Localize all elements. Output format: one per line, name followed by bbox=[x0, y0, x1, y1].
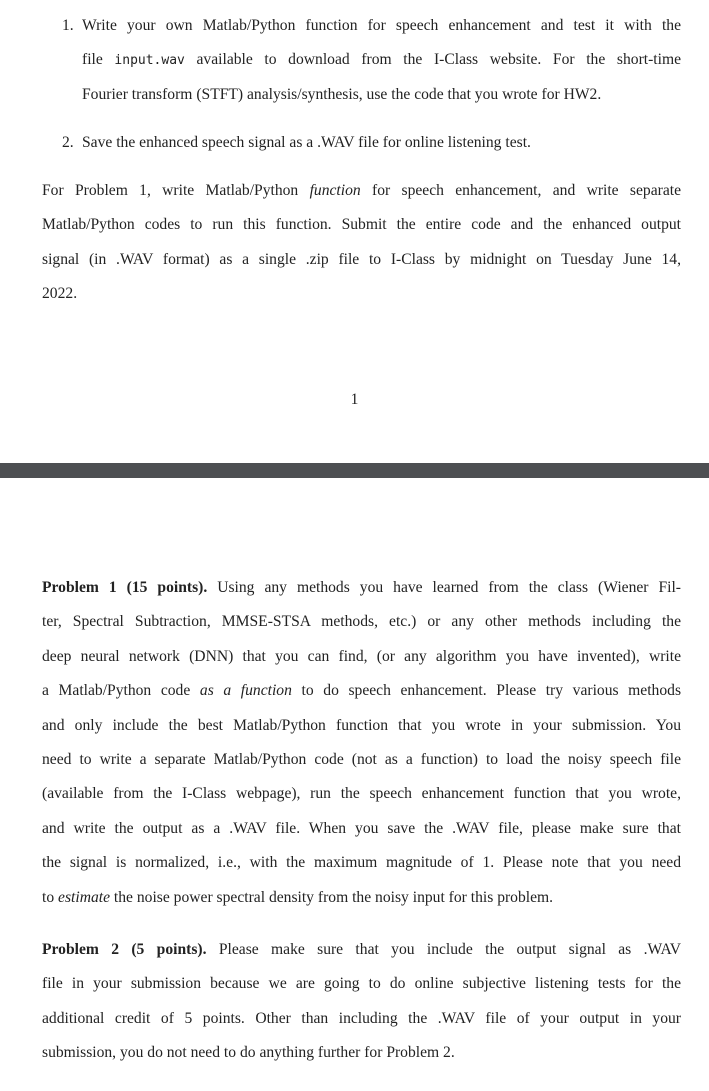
list-item-body bbox=[82, 9, 681, 112]
text-line bbox=[42, 174, 681, 208]
text-line: deep neural network (DNN) that you can find, (or any algorithm you have invented), write bbox=[42, 647, 681, 665]
instructions-paragraph bbox=[42, 174, 681, 312]
page-number: 1 bbox=[350, 391, 359, 408]
problem-1-paragraph bbox=[42, 571, 681, 915]
text-line: need to write a separate Matlab/Python code (not as a function) to load the noisy speech file bbox=[42, 750, 681, 768]
page-separator bbox=[0, 463, 709, 478]
text-fragment: a Matlab/Python code bbox=[42, 682, 191, 700]
problem-heading: Problem 1 (15 points). bbox=[42, 579, 208, 596]
text-line: 2022. bbox=[42, 285, 78, 303]
problem-2-paragraph bbox=[42, 933, 681, 1071]
text-fragment: the noise power spectral density from the noisy input for this problem. bbox=[113, 888, 554, 906]
document-page-2 bbox=[0, 478, 709, 1091]
text-line bbox=[42, 933, 681, 967]
text-line bbox=[42, 881, 681, 915]
text-line: the signal is normalized, i.e., with the maximum magnitude of 1. Please note that you need bbox=[42, 854, 681, 872]
text-fragment: Using any methods you have learned from the class (Wiener Fil- bbox=[217, 579, 681, 596]
text-line: submission, you do not need to do anything further for Problem 2. bbox=[42, 1044, 455, 1062]
filename-code: input.wav bbox=[114, 53, 185, 69]
text-line: file in your submission because we are going to do online subjective listening tests for the bbox=[42, 975, 681, 993]
text-line: Matlab/Python codes to run this function. Submit the entire code and the enhanced output bbox=[42, 216, 681, 234]
text-line: Save the enhanced speech signal as a .WAV file for online listening test. bbox=[82, 134, 531, 151]
text-line: additional credit of 5 points. Other than including the .WAV file of your output in your bbox=[42, 1009, 681, 1027]
document-page-1 bbox=[0, 0, 709, 463]
text-line: signal (in .WAV format) as a single .zip file to I-Class by midnight on Tuesday June 14, bbox=[42, 250, 681, 268]
text-fragment: For Problem 1, write Matlab/Python bbox=[42, 182, 299, 199]
text-line: Fourier transform (STFT) analysis/synthesis, use the code that you wrote for HW2. bbox=[82, 85, 602, 103]
text-fragment: for speech enhancement, and write separate bbox=[372, 182, 682, 199]
text-line: and write the output as a .WAV file. When you save the .WAV file, please make sure that bbox=[42, 819, 681, 837]
list-number: 1. bbox=[62, 17, 74, 34]
text-fragment: to do speech enhancement. Please try various methods bbox=[301, 682, 682, 700]
text-line: (available from the I-Class webpage), run the speech enhancement function that you wrote, bbox=[42, 785, 681, 803]
text-fragment: Please make sure that you include the output signal as .WAV bbox=[218, 941, 681, 958]
list-number: 2. bbox=[62, 134, 74, 151]
text-line: ter, Spectral Subtraction, MMSE-STSA methods, etc.) or any other methods including the bbox=[42, 613, 681, 631]
problem-heading: Problem 2 (5 points). bbox=[42, 941, 207, 958]
text-line bbox=[42, 674, 681, 708]
emphasis-text: as a function bbox=[199, 682, 292, 700]
text-line bbox=[42, 571, 681, 605]
text-fragment: to bbox=[42, 888, 55, 906]
text-line: Write your own Matlab/Python function for speech enhancement and test it with the bbox=[82, 17, 681, 34]
emphasis-text: estimate bbox=[58, 888, 111, 906]
list-item-body bbox=[82, 126, 681, 160]
text-fragment: available to download from the I-Class website. For the short-time bbox=[196, 51, 681, 69]
text-fragment: file bbox=[82, 51, 103, 69]
text-line bbox=[82, 43, 681, 77]
text-line: and only include the best Matlab/Python function that you wrote in your submission. You bbox=[42, 716, 681, 734]
emphasis-text: function bbox=[309, 182, 361, 199]
